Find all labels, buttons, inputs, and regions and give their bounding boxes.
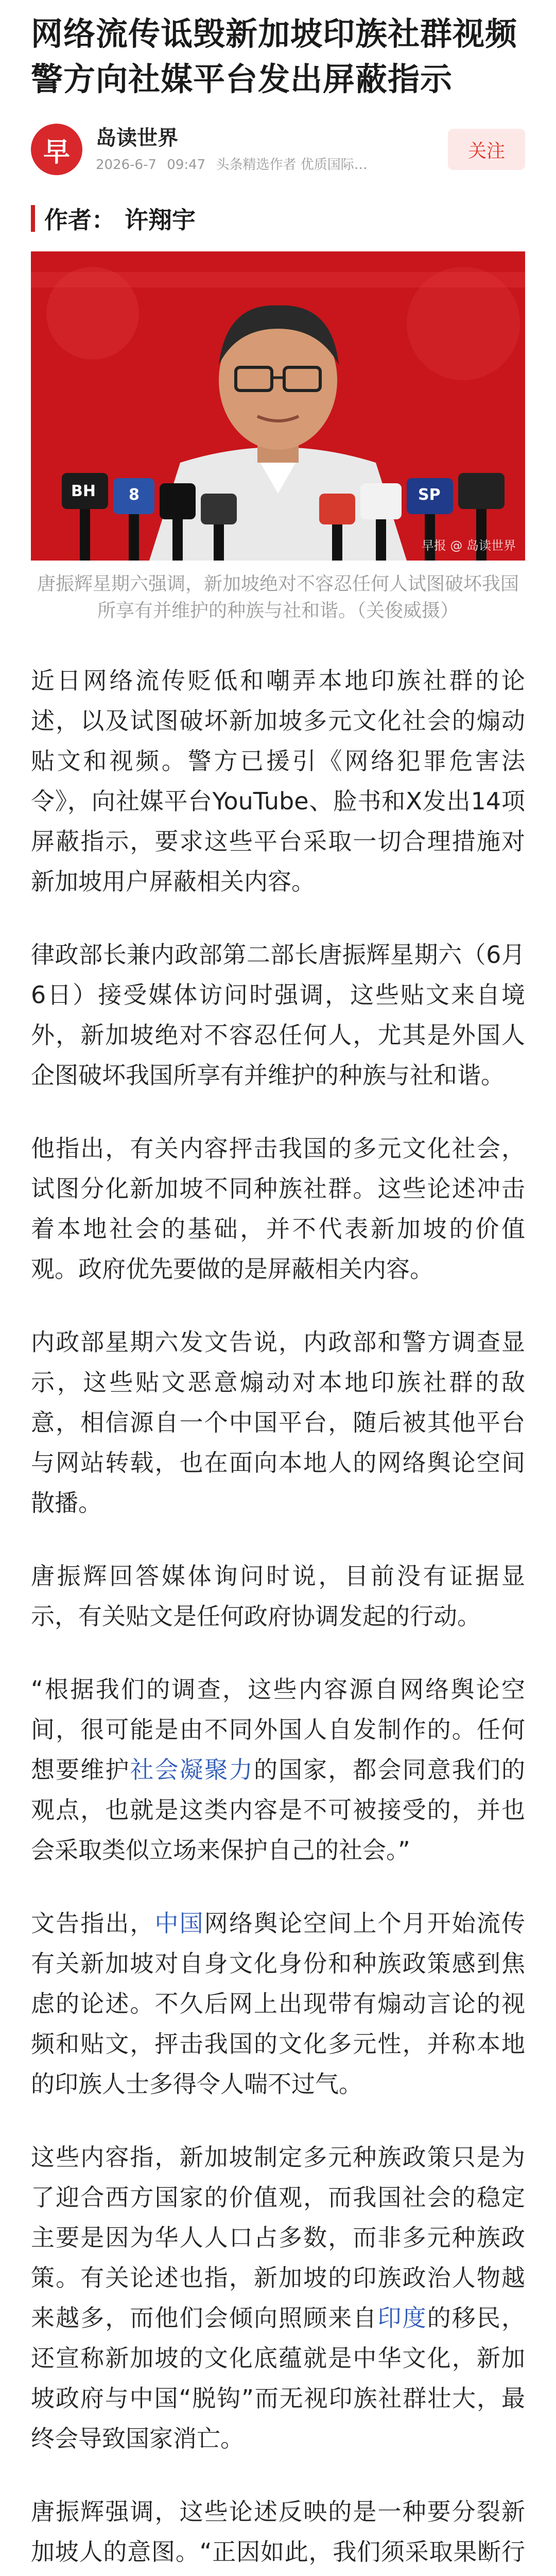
- photo-watermark: 早报 @ 岛读世界: [421, 538, 516, 553]
- paragraph-6: [31, 1669, 525, 1870]
- author-line: [31, 203, 525, 234]
- source-info: [96, 125, 448, 174]
- paragraph-8-text-a: 这些内容指，新加坡制定多元种族政策只是为了迎合西方国家的价值观，而我国社会的稳定主要是因为华人人口占多数，而非多元种族政策。有关论述也指，新加坡的印族政治人物越来越多，而他们会倾向照顾来自: [31, 2143, 525, 2332]
- publish-time: 09:47: [167, 157, 206, 173]
- mic-label-2: 8: [129, 486, 140, 504]
- source-name[interactable]: 岛读世界: [96, 126, 178, 150]
- link-china[interactable]: 中国: [154, 1909, 204, 1937]
- paragraph-8: [31, 2137, 525, 2459]
- link-social-cohesion[interactable]: 社会凝聚力: [130, 1756, 254, 1784]
- paragraph-4: 内政部星期六发文告说，内政部和警方调查显示，这些贴文恶意煽动对本地印族社群的敌意，相信源自一个中国平台，随后被其他平台与网站转载，也在面向本地人的网络舆论空间散播。: [31, 1328, 525, 1517]
- paragraph-7: [31, 1903, 525, 2104]
- paragraph-6-text-b: 的国家，都会同意我们的观点，也就是这类内容是不可被接受的，并也会采取类似立场来保护自己的社会。”: [31, 1756, 526, 1864]
- publish-date: 2026-6-7: [96, 157, 157, 173]
- paragraph-7-text-b: 网络舆论空间上个月开始流传有关新加坡对自身文化身份和种族政策感到焦虑的论述。不久后网上出现带有煽动言论的视频和贴文，抨击我国的文化多元性，并称本地的印族人士多得令人喘不过气。: [31, 1909, 526, 2098]
- paragraph-6-text-a: “根据我们的调查，这些内容源自网络舆论空间，很可能是由不同外国人自发制作的。任何想要维护: [31, 1675, 525, 1784]
- author-tags: 头条精选作者 优质国际…: [216, 157, 368, 173]
- paragraph-3: 他指出，有关内容抨击我国的多元文化社会，试图分化新加坡不同种族社群。这些论述冲击着本地社会的基础，并不代表新加坡的价值观。政府优先要做的是屏蔽相关内容。: [31, 1134, 525, 1283]
- author-name: 许翔宇: [125, 206, 196, 234]
- mic-label-7: SP: [418, 486, 441, 504]
- paragraph-2: 律政部长兼内政部第二部长唐振辉星期六（6月6日）接受媒体访问时强调，这些贴文来自境外，新加坡绝对不容忍任何人，尤其是外国人企图破坏我国所享有并维护的种族与社和谐。: [31, 941, 525, 1089]
- paragraph-5: 唐振辉回答媒体询问时说，目前没有证据显示，有关贴文是任何政府协调发起的行动。: [31, 1562, 525, 1630]
- photo-caption: 唐振辉星期六强调，新加坡绝对不容忍任何人试图破坏我国所享有并维护的种族与社和谐。（关俊威摄）: [37, 573, 519, 621]
- mic-label-1: BH: [71, 482, 96, 500]
- paragraph-1: 近日网络流传贬低和嘲弄本地印族社群的论述，以及试图破坏新加坡多元文化社会的煽动贴文和视频。警方已援引《网络犯罪危害法令》，向社媒平台YouTube、脸书和X发出14项屏蔽指示，要求这些平台采取一切合理措施对新加坡用户屏蔽相关内容。: [31, 667, 525, 895]
- paragraph-8-text-b: 的移民，还宣称新加坡的文化底蕴就是中华文化，新加坡政府与中国“脱钩”而无视印族社群壮大，最终会导致国家消亡。: [31, 2304, 526, 2452]
- link-india[interactable]: 印度: [377, 2304, 427, 2332]
- source-meta: [96, 156, 384, 174]
- author-label: 作者：: [44, 206, 115, 234]
- source-byline: [31, 120, 525, 179]
- article-photo[interactable]: [31, 251, 525, 561]
- paragraph-7-text-a: 文告指出，: [31, 1909, 155, 1937]
- paragraph-9: 唐振辉强调，这些论述反映的是一种要分裂新加坡人的意图。“正因如此，我们须采取果断行: [31, 2498, 525, 2566]
- article-title: 网络流传诋毁新加坡印族社群视频 警方向社媒平台发出屏蔽指示: [31, 15, 518, 98]
- author-accent-bar: [31, 205, 35, 232]
- source-avatar[interactable]: 早: [31, 124, 82, 175]
- photo-illustration: [31, 251, 525, 561]
- follow-button[interactable]: 关注: [448, 129, 525, 170]
